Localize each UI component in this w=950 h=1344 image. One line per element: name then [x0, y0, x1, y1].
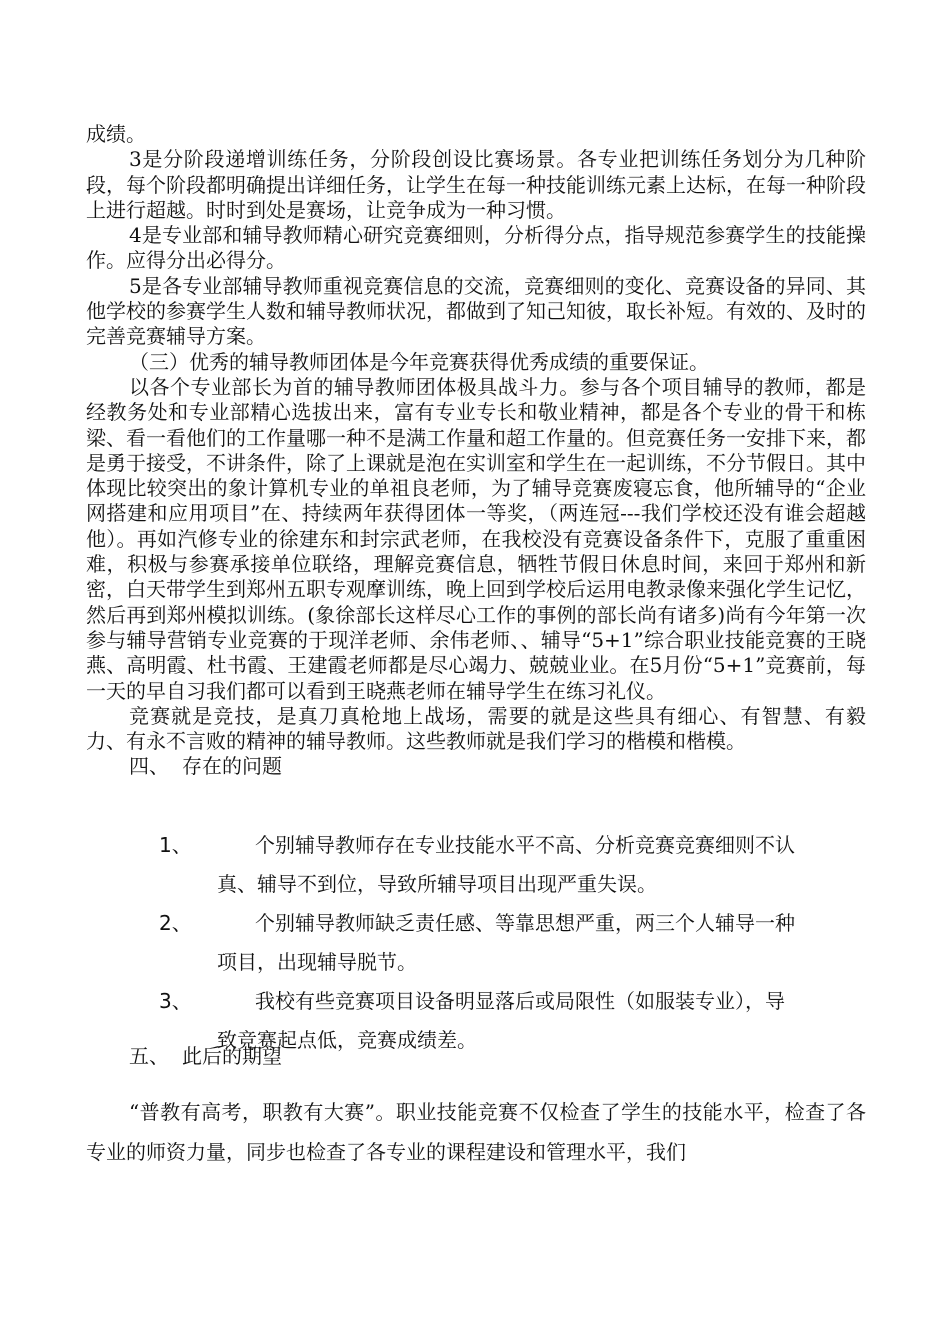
section-title: 存在的问题 [182, 754, 282, 779]
list-item-line: 个别辅导教师缺乏责任感、等靠思想严重，两三个人辅导一种 [255, 911, 795, 935]
body-text [86, 122, 866, 780]
list-item-line: 我校有些竞赛项目设备明显落后或局限性（如服装专业），导 [255, 989, 785, 1013]
list-item-line: 个别辅导教师存在专业技能水平不高、分析竞赛竞赛细则不认 [255, 833, 795, 857]
paragraph-teacher-team: 以各个专业部长为首的辅导教师团体极具战斗力。参与各个项目辅导的教师，都是经教务处和专业部精心选拔出来，富有专业专长和敬业精神，都是各个专业的骨干和栋梁、看一看他们的工作量哪一种不是满工作量和超工作量的。但竞赛任务一安排下来，都是勇于接受，不讲条件，除了上课就是泡在实训室和学生在一起训练，不分节假日。其中体现比较突出的象计算机专业的单祖良老师，为了辅导竞赛废寝忘食，他所辅导的“企业网搭建和应用项目”在、持续两年获得团体一等奖，（两连冠---我们学校还没有谁会超越他）。再如汽修专业的徐建东和封宗武老师，在我校没有竞赛设备条件下，克服了重重困难，积极与参赛承接单位联络，理解竞赛信息，牺牲节假日休息时间，来回于郑州和新密，白天带学生到郑州五职专观摩训练，晚上回到学校后运用电教录像来强化学生记忆，然后再到郑州模拟训练。(象徐部长这样尽心工作的事例的部长尚有诸多)尚有今年第一次参与辅导营销专业竞赛的于现洋老师、余伟老师、、辅导“5+1”综合职业技能竞赛的王晓燕、高明霞、杜书霞、王建霞老师都是尽心竭力、兢兢业业。在5月份“5+1”竞赛前，每一天的早自习我们都可以看到王晓燕老师在辅导学生在练习礼仪。 [86, 374, 866, 703]
list-item-line: 项目，出现辅导脱节。 [217, 950, 417, 974]
paragraph-competition: 竞赛就是竞技，是真刀真枪地上战场，需要的就是这些具有细心、有智慧、有毅力、有永不言败的精神的辅导教师。这些教师就是我们学习的楷模和楷模。 [86, 703, 866, 754]
paragraph-point-5: 5是各专业部辅导教师重视竞赛信息的交流，竞赛细则的变化、竞赛设备的异同、其他学校的参赛学生人数和辅导教师状况，都做到了知己知彼，取长补短。有效的、及时的完善竞赛辅导方案。 [86, 273, 866, 349]
list-marker: 3、 [159, 989, 192, 1013]
paragraph-continuation: 成绩。 [86, 122, 146, 146]
section-heading-5 [129, 1044, 282, 1069]
section-number: 五、 [129, 1044, 169, 1068]
list-marker: 2、 [159, 911, 192, 935]
list-item-line: 真、辅导不到位，导致所辅导项目出现严重失误。 [217, 872, 657, 896]
list-marker: 1、 [159, 833, 192, 857]
subheading-three: （三）优秀的辅导教师团体是今年竞赛获得优秀成绩的重要保证。 [129, 349, 709, 374]
list-item [86, 904, 866, 982]
final-paragraph-block [86, 1092, 866, 1172]
paragraph-point-4: 4是专业部和辅导教师精心研究竞赛细则，分析得分点，指导规范参赛学生的技能操作。应得分出必得分。 [86, 223, 866, 273]
paragraph-expectation: “普教有高考，职教有大赛”。职业技能竞赛不仅检查了学生的技能水平，检查了各专业的师资力量，同步也检查了各专业的课程建设和管理水平，我们 [86, 1100, 866, 1164]
section-heading-4 [86, 754, 866, 779]
section-number: 四、 [129, 754, 169, 779]
list-item [86, 826, 866, 904]
section-title: 此后的期望 [182, 1044, 282, 1068]
issues-list [86, 826, 866, 1060]
paragraph-point-3: 3是分阶段递增训练任务，分阶段创设比赛场景。各专业把训练任务划分为几种阶段，每个阶段都明确提出详细任务，让学生在每一种技能训练元素上达标，在每一种阶段上进行超越。时时到处是赛场，让竞争成为一种习惯。 [86, 147, 866, 222]
list-item-line: 致竞赛起点低，竞赛成绩差。 [217, 1028, 477, 1052]
